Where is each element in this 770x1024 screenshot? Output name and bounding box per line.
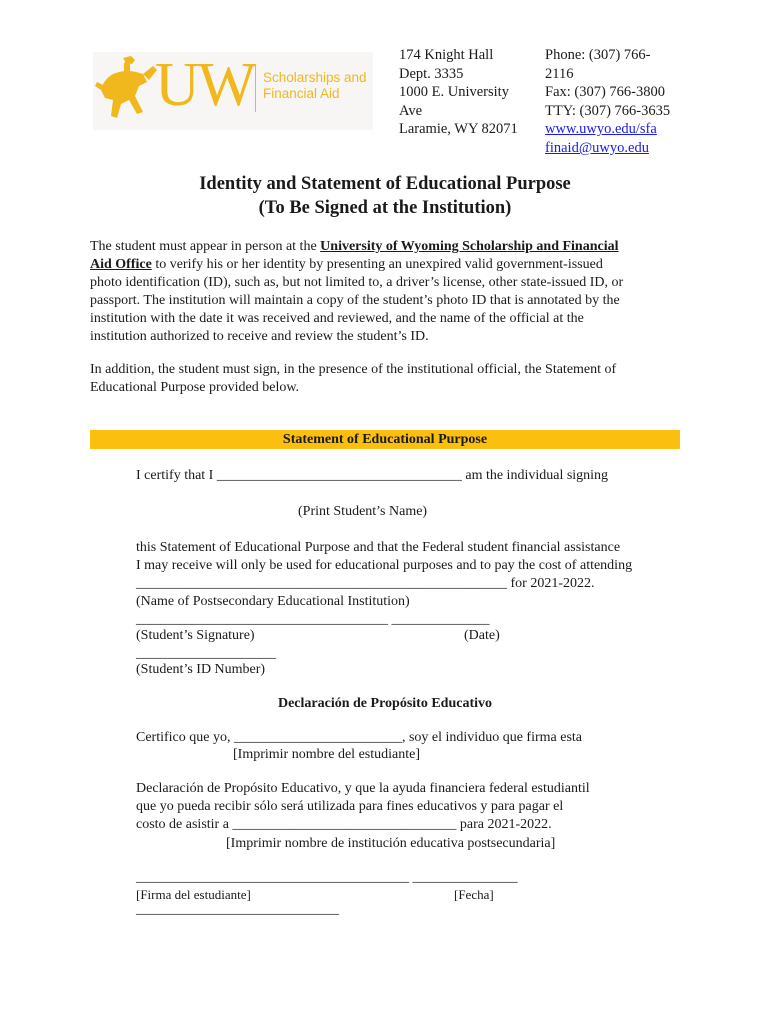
logo-name-line1: Scholarships and [263, 70, 367, 85]
spanish-certify-statement: Certifico que yo, ________________________, soy el individuo que firma esta [136, 730, 582, 745]
intro-text: institution with the date it was received and reviewed, and the name of the official at the [90, 311, 584, 326]
spanish-statement-text: que yo pueda recibir sólo será utilizada para fines educativos y para pagar el [136, 799, 564, 814]
signature-date-field[interactable]: ____________________________________ ______________ [136, 612, 490, 627]
address-line: 1000 E. University [399, 84, 509, 101]
title-line2: (To Be Signed at the Institution) [258, 198, 512, 218]
spanish-signature-label: [Firma del estudiante] [136, 887, 251, 902]
intro-paragraph [90, 238, 680, 346]
student-id-field[interactable]: ____________________ [136, 646, 276, 661]
spanish-student-id-field[interactable]: _____________________________ [136, 902, 339, 917]
statement-text: this Statement of Educational Purpose and that the Federal student financial assistance [136, 540, 621, 555]
email-link[interactable]: finaid@uwyo.edu [545, 139, 649, 156]
addition-text: Educational Purpose provided below. [90, 380, 300, 395]
spanish-institution-field[interactable]: costo de asistir a ________________________________ para 2021-2022. [136, 817, 552, 832]
spanish-print-name-label: [Imprimir nombre del estudiante] [233, 747, 420, 762]
logo-name-line2: Financial Aid [263, 86, 340, 101]
spanish-signature-date-field[interactable]: _______________________________________ _______________ [136, 870, 518, 885]
address-line: Dept. 3335 [399, 65, 464, 82]
signature-label: (Student’s Signature) [136, 628, 255, 643]
logo-divider [255, 66, 256, 112]
phone-number-cont: 2116 [545, 65, 574, 82]
title-line1: Identity and Statement of Educational Purpose [199, 174, 571, 194]
address-line: Ave [399, 102, 423, 119]
spanish-heading: Declaración de Propósito Educativo [277, 696, 492, 711]
phone-number: Phone: (307) 766- [545, 47, 651, 63]
spanish-statement-block [136, 780, 590, 834]
intro-lead: The student must appear in person at the [90, 239, 321, 254]
document-title [90, 172, 680, 220]
intro-text: passport. The institution will maintain a copy of the student’s photo ID that is annotated by the [90, 293, 620, 308]
tty-number: TTY: (307) 766-3635 [545, 102, 671, 119]
english-statement-block [136, 539, 632, 629]
section-heading-bar: Statement of Educational Purpose [90, 430, 680, 449]
addition-paragraph [90, 361, 680, 397]
spanish-statement-text: Declaración de Propósito Educativo, y que la ayuda financiera federal estudiantil [136, 781, 590, 796]
certify-statement: I certify that I ___________________________________ am the individual signing [136, 468, 609, 483]
address-line: 174 Knight Hall [399, 47, 494, 63]
intro-text: institution authorized to receive and review the student’s ID. [90, 329, 429, 344]
spanish-institution-label: [Imprimir nombre de institución educativa postsecundaria] [226, 836, 556, 851]
intro-text: photo identification (ID), such as, but not limited to, a driver’s license, other state-issued ID, or [90, 275, 624, 290]
addition-text: In addition, the student must sign, in the presence of the institutional official, the Statement of [90, 362, 617, 377]
student-id-label: (Student’s ID Number) [136, 662, 266, 677]
institution-name-field[interactable]: _____________________________________________________ for 2021-2022. [136, 576, 595, 591]
statement-text: I may receive will only be used for educational purposes and to pay the cost of attending [136, 558, 633, 573]
office-name: University of Wyoming Scholarship and Financial [320, 239, 619, 254]
office-contact [545, 46, 685, 158]
institution-label: (Name of Postsecondary Educational Institution) [136, 594, 410, 609]
print-name-label: (Print Student’s Name) [298, 504, 428, 519]
date-label: (Date) [464, 628, 500, 643]
office-name-cont: Aid Office [90, 257, 152, 272]
address-line: Laramie, WY 82071 [399, 121, 518, 138]
logo-wordmark: UW [155, 51, 255, 119]
intro-text: to verify his or her identity by presenting an unexpired valid government-issued [151, 257, 603, 272]
cowboy-bucking-horse-icon [93, 52, 163, 130]
uw-logo [93, 52, 373, 130]
website-link[interactable]: www.uwyo.edu/sfa [545, 121, 657, 138]
spanish-date-label: [Fecha] [454, 887, 494, 902]
fax-number: Fax: (307) 766-3800 [545, 84, 666, 101]
office-address [399, 46, 534, 139]
logo-department-name [263, 70, 367, 102]
